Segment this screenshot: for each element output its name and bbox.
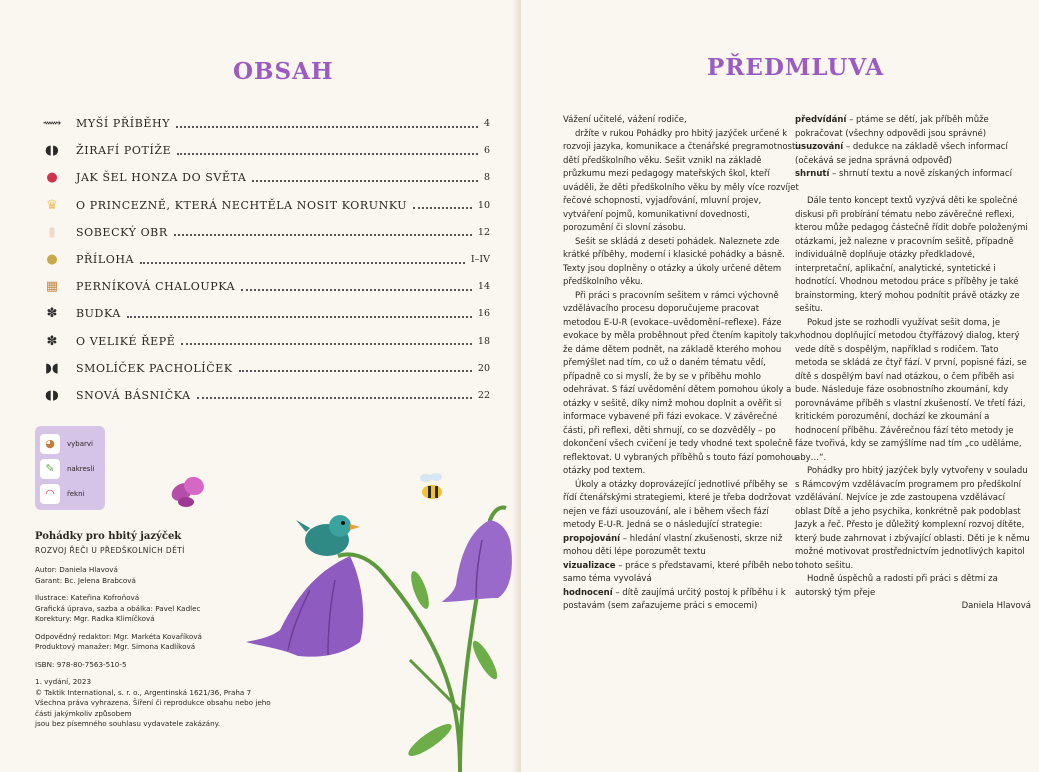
left-page [0, 0, 518, 772]
strategy-term: shrnutí [795, 169, 830, 179]
legend-item [40, 456, 100, 481]
greeting: Vážení učitelé, vážení rodiče, [563, 115, 687, 125]
strategy-term: usuzování [795, 142, 844, 152]
editor-line: Odpovědný redaktor: Mgr. Markéta Kovaříková [35, 631, 202, 641]
manager-line: Produktový manažer: Mgr. Simona Kadlíková [35, 642, 196, 651]
isbn-line: ISBN: 978-80-7563-510-5 [35, 659, 127, 669]
toc-leader-dots [181, 343, 471, 345]
toc-entry-title: MYŠÍ PŘÍBĚHY [76, 117, 171, 131]
toc-entry [42, 273, 490, 300]
toc-entry [42, 164, 490, 191]
toc-leader-dots [177, 153, 478, 155]
signature: Daniela Hlavová [961, 601, 1031, 611]
toc-entry-page: 10 [477, 199, 490, 211]
edition-line: 1. vydání, 2023 [35, 677, 92, 686]
toc-entry-title: O VELIKÉ ŘEPĚ [76, 334, 176, 348]
book-subtitle: ROZVOJ ŘEČI U PŘEDŠKOLNÍCH DĚTÍ [35, 545, 185, 555]
guarantor-line: Garant: Bc. Jelena Brabcová [35, 575, 136, 585]
strategy-term: vizualizace [563, 560, 616, 571]
strategy-item [795, 168, 1031, 182]
strategy-item [563, 560, 799, 587]
strategy-item [563, 587, 799, 614]
table-of-contents [42, 110, 490, 409]
preface-column-1 [563, 114, 799, 614]
shoes-icon: ◗◖ [45, 360, 59, 376]
footprints-icon: ◖◗ [45, 387, 59, 403]
toc-entry [42, 246, 490, 273]
paw-icon: ✽ [46, 306, 58, 322]
legend-item [40, 431, 100, 456]
bird-icon [296, 515, 360, 556]
toc-entry [42, 300, 490, 327]
right-page [521, 0, 1039, 772]
paragraph: Pokud jste se rozhodli využívat sešit doma, je vhodnou doplňující metodou čtyřfázový dialog, který vede dítě s dospělým, například s rodičem. Tato metoda se skládá ze čtyř fází. V první, popisné fázi, se dítě s dospělým baví nad otázkou, o čem příběh asi bude. Následuje fáze osobnostního zkoumání, kdy porovnáváme příběh s vlastní zkušeností. Ve třetí fázi, kritickém porozumění, dochází ke zkoumání a hodnocení příběhu. Závěrečnou fází této metody je fáze tvořivá, kdy se zamýšlíme nad tím „co uděláme, aby…“. [795, 317, 1027, 463]
toc-leader-dots [176, 126, 478, 128]
paragraph: Sešit se skládá z deseti pohádek. Naleznete zde krátké příběhy, moderní i klasické pohádky a básně. Texty jsou doplněny o otázky a úkoly určené dětem předškolního věku. [563, 236, 785, 287]
toc-entry-page: 20 [477, 362, 490, 374]
toc-entry-title: JAK ŠEL HONZA DO SVĚTA [76, 171, 247, 185]
toc-entry-page: I–IV [470, 254, 490, 266]
publisher-line: © Taktik International, s. r. o., Argentinská 1621/36, Praha 7 [35, 687, 252, 697]
toc-entry [42, 355, 490, 382]
strategy-item [795, 141, 1031, 168]
book-title: Pohádky pro hbitý jazýček [35, 531, 182, 542]
legend-item [40, 481, 100, 506]
strategy-text: – shrnutí textu a nově získaných informací [829, 169, 1012, 179]
toc-leader-dots [239, 370, 472, 372]
paragraph: Pohádky pro hbitý jazýček byly vytvořeny v souladu s Rámcovým vzdělávacím programem pro předškolní vzdělávání. Nejvíce je zde zastoupena vzdělávací oblast Dítě a jeho psychika, konkrétně pak podoblast Jazyk a řeč. Přesto je důležitý komplexní rozvoj dítěte, který bude zahrnovat i zbývající oblasti. Děti je k němu možné motivovat prostřednictvím jednotlivých kapitol tohoto sešitu. [795, 466, 1030, 571]
author-line: Autor: Daniela Hlavová [35, 565, 118, 574]
butterfly-icon [168, 474, 206, 507]
toc-entry-page: 6 [483, 145, 490, 157]
strategy-text: – práce s představami, které příběh nebo samo téma vyvolává [563, 560, 794, 584]
toc-entry-page: 18 [477, 335, 490, 347]
toc-entry [42, 219, 490, 246]
toc-entry [42, 382, 490, 409]
giant-foot-icon: ▮ [48, 224, 56, 240]
strategy-item [795, 114, 1031, 141]
toc-leader-dots [127, 316, 472, 318]
graphics-line: Grafická úprava, sazba a obálka: Pavel Kadlec [35, 603, 201, 613]
rights-line: Všechna práva vyhrazena. Šíření či reprodukce obsahu nebo jeho části jakýmkoliv způsobem [35, 698, 271, 718]
paragraph: držíte v rukou Pohádky pro hbitý jazýček určené k rozvoji jazyka, komunikace a čtenářské pregramotnosti dětí předškolního věku. Sešit vznikl na základě průzkumu mezi pedagogy mateřských škol, kteří uváděli, že děti předškolního věku by měly více rozvíjet řečové schopnosti, vyjadřování, mluvní projev, vytváření pojmů, komunikativní dovednosti, porozumění či slovní zásobu. [563, 128, 799, 233]
paragraph: Při práci s pracovním sešitem v rámci výchovně vzdělávacího procesu doporučujeme pracovat metodou E-U-R (evokace–uvědomění–reflexe). Fáze evokace by měla proběhnout před čtením kapitoly tak, že dáme dětem podnět, na základě kterého mohou přemýšlet nad tím, co už o daném tématu vědí, případně co si myslí, že by se v příběhu mohlo odehrávat. S fází uvědomění dětem pomohou úkoly a otázky v sešitě, díky nimž mohou doplnit a ověřit si informace vybavené při fázi evokace. V závěrečné části, při reflexi, děti shrnují, co se dozvěděly – po dokončení všech cvičení je tedy vhodné text společně reflektovat. U vybraných příběhů s touto fází pomohou otázky pod textem. [563, 290, 797, 476]
toc-entry-title: SMOLÍČEK PACHOLÍČEK [76, 361, 233, 375]
illustrations-line: Ilustrace: Kateřina Kofroňová [35, 593, 140, 602]
strategy-term: hodnocení [563, 587, 613, 598]
strategy-text: – hledání vlastní zkušenosti, skrze niž mohou děti lépe porozumět textu [563, 533, 783, 557]
toc-leader-dots [252, 180, 477, 182]
preface-column-2 [795, 114, 1031, 614]
toc-entry-page: 14 [477, 281, 490, 293]
legend-label: řekni [67, 489, 85, 498]
legend-label: nakresli [67, 464, 95, 473]
mouse-tail-icon: ⟿ [42, 116, 62, 132]
crown-icon: ♛ [46, 197, 58, 213]
strategy-text: – dedukce na základě všech informací (očekává se jedna správná odpověď) [795, 142, 1008, 166]
toc-entry-title: SNOVÁ BÁSNIČKA [76, 388, 191, 402]
toc-leader-dots [413, 207, 472, 209]
mouth-icon: ◠ [40, 484, 60, 504]
toc-entry-title: PŘÍLOHA [76, 253, 135, 267]
proofreading-line: Korektury: Mgr. Radka Klimíčková [35, 614, 155, 623]
paragraph: Úkoly a otázky doprovázející jednotlivé příběhy se řídí čtenářskými strategiemi, které je třeba dodržovat nejen ve fázi usouzování, ale i během všech fází metody E-U-R. Jedná se o následující strategie: [563, 479, 792, 530]
strategy-text: – dítě zaujímá určitý postoj k příběhu i k postavám (sem zařazujeme práci s emocemi) [563, 587, 786, 611]
legend-label: vybarvi [67, 439, 93, 448]
gingerbread-icon: ▦ [45, 279, 59, 295]
paragraph: Hodně úspěchů a radosti při práci s dětmi za autorský tým přeje [795, 574, 998, 598]
toc-entry-page: 4 [483, 118, 490, 130]
preface-heading: PŘEDMLUVA [707, 54, 885, 81]
toc-entry [42, 110, 490, 137]
pencil-icon: ✎ [40, 459, 60, 479]
toc-entry-page: 12 [477, 226, 490, 238]
bellflower-illustration [160, 460, 520, 772]
toc-entry-page: 22 [477, 389, 490, 401]
paw-small-icon: ✽ [46, 333, 58, 349]
toc-entry-title: BUDKA [76, 307, 121, 321]
toc-leader-dots [174, 234, 472, 236]
toc-entry-title: PERNÍKOVÁ CHALOUPKA [76, 280, 236, 294]
strategy-term: předvídání [795, 115, 847, 125]
toc-entry-title: O PRINCEZNĚ, KTERÁ NECHTĚLA NOSIT KORUNKU [76, 198, 408, 212]
strategy-item [563, 533, 799, 560]
coin-icon: ● [46, 252, 58, 268]
rights-line-2: jsou bez písemného souhlasu vydavatele zakázány. [35, 719, 221, 728]
giraffe-hoof-icon: ◖◗ [45, 143, 59, 159]
bellflower-large-icon [246, 556, 363, 657]
palette-icon: ◕ [40, 434, 60, 454]
toc-entry-page: 8 [483, 172, 490, 184]
toc-entry [42, 192, 490, 219]
strategy-term: propojování [563, 533, 621, 544]
toc-entry [42, 137, 490, 164]
activity-legend [35, 426, 105, 510]
bellflower-small-icon [442, 520, 512, 602]
strategy-text: – ptáme se dětí, jak příběh může pokračovat (všechny odpovědi jsou správné) [795, 115, 989, 139]
toc-leader-dots [140, 262, 465, 264]
raspberry-icon: ● [46, 170, 58, 186]
toc-leader-dots [197, 397, 472, 399]
bee-icon [420, 473, 442, 499]
toc-entry-title: ŽIRAFÍ POTÍŽE [76, 144, 172, 158]
toc-entry [42, 328, 490, 355]
toc-entry-page: 16 [477, 308, 490, 320]
paragraph: Dále tento koncept textů vyzývá děti ke společné diskusi při probírání tématu nebo závěrečné reflexi, kterou může pedagog částečně řídit dobře položenými otázkami, jež nalezne v pracovním sešitě, případně individuálně doplňuje otázky předkladové, interpretační, aplikační, analytické, syntetické i hodnotící. Vhodnou metodou práce s příběhy je také brainstorming, který mohou podnítit právě otázky ze sešitu. [795, 196, 1028, 314]
toc-leader-dots [241, 289, 472, 291]
toc-entry-title: SOBECKÝ OBR [76, 225, 168, 239]
toc-heading: OBSAH [233, 58, 334, 85]
